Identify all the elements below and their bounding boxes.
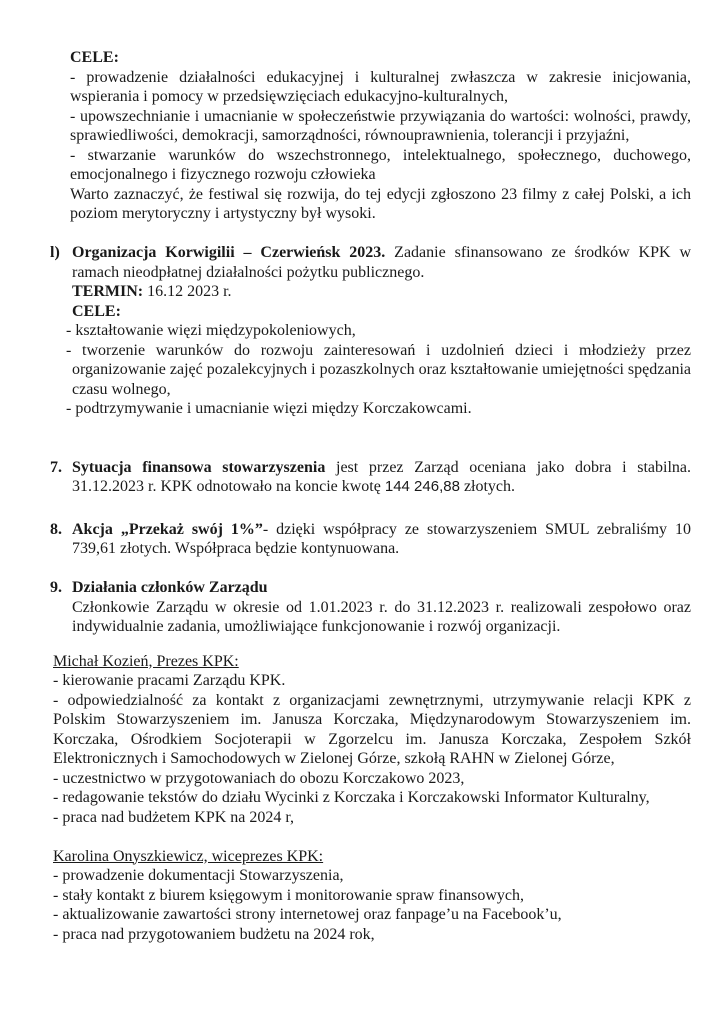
cele2-heading	[72, 302, 691, 322]
text-run: - stały kontakt z biurem księgowym i monitorowanie spraw finansowych,	[53, 886, 525, 904]
text-run: - aktualizowanie zawartości strony internetowej oraz fanpage’u na Facebook’u,	[53, 906, 562, 923]
item-9-text	[72, 598, 691, 637]
text-run: 16.12 2023 r.	[143, 283, 232, 300]
text-run: - praca nad budżetem KPK na 2024 r,	[53, 808, 295, 826]
michal-duty-2	[53, 691, 691, 769]
item-8	[50, 520, 691, 559]
cele-item-3	[70, 146, 691, 185]
text-run: Michał Kozień, Prezes KPK:	[53, 652, 239, 670]
text-run: - upowszechnianie i umacnianie w społeczeństwie przywiązania do wartości: wolności, prawdy, sprawiedliwości, demokracji, samorządności, równouprawnienia, tolerancji i przyjaźni,	[70, 107, 691, 144]
karolina-duty-1	[53, 866, 691, 886]
text-run: Działania członków Zarządu	[72, 579, 268, 596]
gap-before-item-8	[50, 497, 691, 520]
text-run: - tworzenie warunków do rozwoju zainteresowań i uzdolnień dzieci i młodzieży przez organizowanie zajęć pozalekcyjnych i pozaszkolnych oraz kształtowanie umiejętności spędzania czasu wolnego,	[66, 341, 691, 398]
text-run: Sytuacja finansowa stowarzyszenia	[72, 458, 326, 476]
text-run: Członkowie Zarządu w okresie od 1.01.2023 r. do 31.12.2023 r. realizowali zespołowo oraz indywidualnie zadania, umożliwiające funkcjonowanie i rozwój organizacji.	[72, 598, 691, 635]
document-content	[50, 48, 691, 944]
karolina-duty-4	[53, 925, 691, 945]
text-run: jest przez Zarząd oceniana jako dobra i stabilna. 31.12.2023 r. KPK odnotowało na koncie kwotę	[72, 458, 692, 495]
text-run: TERMIN:	[72, 283, 144, 300]
text-run: - kierowanie pracami Zarządu KPK.	[53, 672, 286, 689]
text-run: Warto zaznaczyć, że festiwal się rozwija, do tej edycji zgłoszono 23 filmy z całej Polski, a ich poziom merytoryczny i artystyczny był wysoki.	[70, 185, 691, 222]
cele2-item-2	[66, 341, 691, 400]
michal-duty-3	[53, 769, 691, 789]
cele2-item-1	[66, 321, 691, 341]
text-run: Zadanie sfinansowano ze środków KPK w ramach nieodpłatnej działalności pożytku publicznego.	[72, 244, 692, 281]
michal-duty-1	[53, 671, 691, 691]
text-run: Akcja „Przekaż swój 1%”	[72, 520, 263, 538]
cele2-item-3	[66, 399, 691, 419]
text-run: - odpowiedzialność za kontakt z organizacjami zewnętrznymi, utrzymywanie relacji KPK z Polskim Stowarzyszeniem im. Janusza Korczaka, Międzynarodowym Stowarzyszeniem im. Korczaka, Ośrodkiem Socjoterapii w Zgorzelcu im. Janusza Korczaka, Zespołem Szkół Elektronicznych i Samochodowych w Zielonej Górze, szkołą RAHN w Zielonej Górze,	[53, 691, 691, 767]
text-run: - stwarzanie warunków do wszechstronnego, intelektualnego, społecznego, duchowego, emocjonalnego i fizycznego rozwoju człowieka	[70, 146, 691, 183]
gap-before-michal	[50, 637, 691, 652]
gap-before-item-9	[50, 559, 691, 579]
festival-note	[70, 185, 691, 224]
text-run: - prowadzenie działalności edukacyjnej i kulturalnej zwłaszcza w zakresie inicjowania, wspierania i pomocy w przedsięwzięciach edukacyjno-kulturalnych,	[70, 68, 691, 105]
text-run: złotych.	[459, 478, 516, 495]
list-marker: 7.	[50, 458, 62, 476]
text-run: - prowadzenie dokumentacji Stowarzyszenia,	[53, 867, 344, 884]
list-marker: l)	[50, 244, 60, 261]
karolina-duty-3	[53, 905, 691, 925]
item-7	[50, 458, 691, 497]
termin-line	[72, 282, 691, 302]
list-marker: 8.	[50, 520, 62, 538]
gap-before-item-l	[50, 224, 691, 244]
text-run: - dzięki współpracy ze stowarzyszeniem SMUL zebraliśmy 10 739,61 złotych. Współpraca będzie kontynuowana.	[72, 520, 691, 557]
michal-duty-5	[53, 808, 691, 828]
text-run: CELE:	[70, 49, 119, 66]
text-run: CELE:	[72, 302, 121, 320]
text-run: Karolina Onyszkiewicz, wiceprezes KPK:	[53, 847, 324, 865]
cele-item-1	[70, 68, 691, 107]
text-run: 144 246,88	[384, 478, 460, 495]
text-run: - uczestnictwo w przygotowaniach do obozu Korczakowo 2023,	[53, 769, 465, 787]
text-run: - podtrzymywanie i umacnianie więzi między Korczakowcami.	[66, 400, 472, 417]
text-run: - kształtowanie więzi międzypokoleniowych,	[66, 322, 356, 339]
cele-heading	[70, 48, 691, 68]
list-marker: 9.	[50, 579, 62, 596]
text-run: - praca nad przygotowaniem budżetu na 2024 rok,	[53, 925, 375, 943]
text-run: Organizacja Korwigilii – Czerwieńsk 2023.	[72, 244, 386, 261]
list-item-l	[50, 243, 691, 282]
michal-duty-4	[53, 788, 691, 808]
cele-item-2	[70, 107, 691, 146]
gap-before-karolina	[50, 827, 691, 847]
karolina-heading	[53, 847, 691, 867]
karolina-duty-2	[53, 886, 691, 906]
michal-heading	[53, 652, 691, 672]
gap-before-item-7	[50, 419, 691, 458]
item-9	[50, 578, 691, 598]
text-run: - redagowanie tekstów do działu Wycinki z Korczaka i Korczakowski Informator Kulturalny,	[53, 789, 650, 806]
